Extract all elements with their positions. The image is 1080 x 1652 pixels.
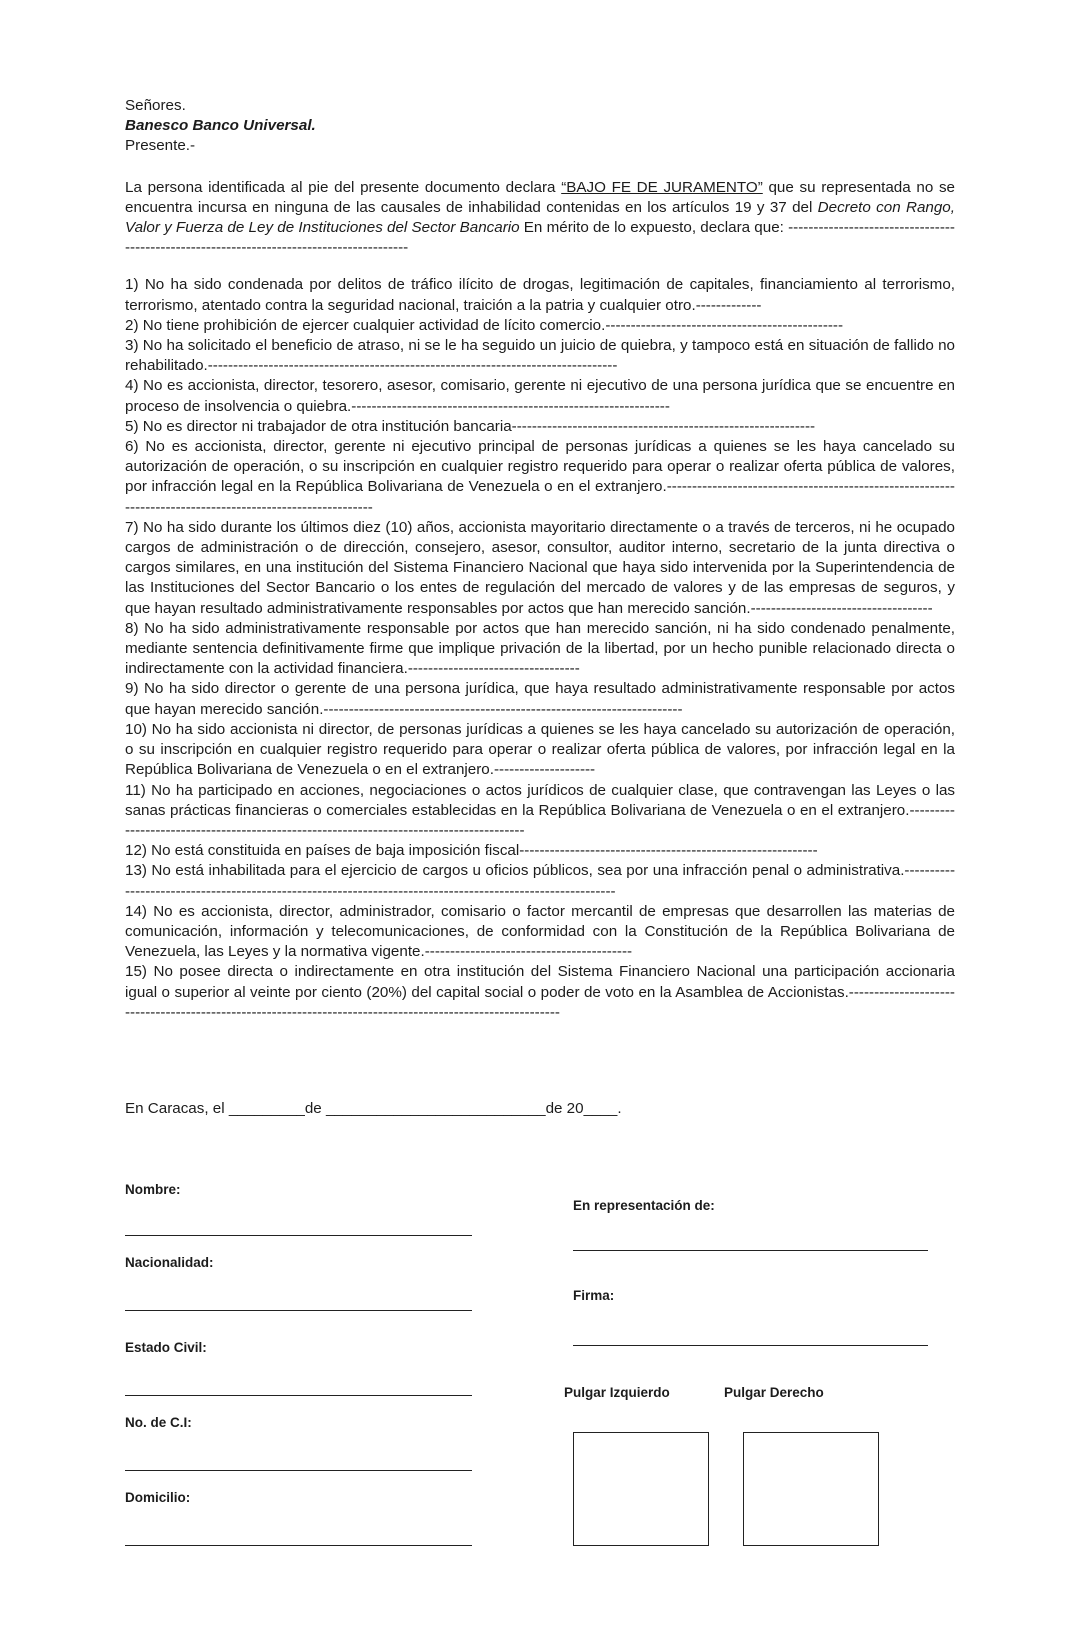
declaration-item-10: 10) No ha sido accionista ni director, de personas jurídicas a quienes se les haya cancelado su autorización de operación, o su inscripción en cualquier registro requerido para operar o realizar oferta pública de valores, por infracción legal en la República Bolivariana de Venezuela o en el extranjero.-------------------- <box>125 720 955 779</box>
intro-before-oath: La persona identificada al pie del presente documento declara <box>125 178 562 196</box>
place-date-line: En Caracas, el _________de __________________________de 20____. <box>125 1100 622 1117</box>
cedula-label: No. de C.I: <box>125 1415 192 1430</box>
representacion-line[interactable] <box>573 1250 928 1251</box>
firma-label: Firma: <box>573 1288 615 1303</box>
representacion-label: En representación de: <box>573 1198 715 1213</box>
bank-name: Banesco Banco Universal. <box>125 117 316 135</box>
declaration-item-3: 3) No ha solicitado el beneficio de atraso, ni se le ha seguido un juicio de quiebra, y tampoco está en situación de fallido no rehabilitado.--------------------------------------------------------------------------------- <box>125 337 955 375</box>
oath-text: “BAJO FE DE JURAMENTO” <box>561 178 763 196</box>
declaration-item-4: 4) No es accionista, director, tesorero, asesor, comisario, gerente ni ejecutivo de una persona jurídica que se encuentre en proceso de insolvencia o quiebra.--------------------------------------------------------------- <box>125 377 955 415</box>
declaration-body <box>125 96 955 1023</box>
declaration-item-14: 14) No es accionista, director, administrador, comisario o factor mercantil de empresas que desarrollen las materias de comunicación, información y telecomunicaciones, de conformidad con la Constitución de la República Bolivariana de Venezuela, las Leyes y la normativa vigente.----------------------------------------- <box>125 902 955 961</box>
cedula-line[interactable] <box>125 1470 472 1471</box>
domicilio-line[interactable] <box>125 1545 472 1546</box>
domicilio-label: Domicilio: <box>125 1490 191 1505</box>
declaration-item-1: 1) No ha sido condenada por delitos de tráfico ilícito de drogas, legitimación de capitales, financiamiento al terrorismo, terrorismo, atentado contra la seguridad nacional, traición a la patria y cualquier otro.------------- <box>125 276 955 314</box>
intro-after-oath: que su representada no se encuentra incursa en ninguna de las causales de inhabilidad contenidas en los artículos 19 y 37 del <box>125 178 955 216</box>
declaration-list <box>125 275 955 1023</box>
nacionalidad-label: Nacionalidad: <box>125 1255 214 1270</box>
nombre-line[interactable] <box>125 1235 472 1236</box>
pulgar-derecho-label: Pulgar Derecho <box>724 1385 824 1400</box>
declaration-item-6: 6) No es accionista, director, gerente ni ejecutivo principal de personas jurídicas a quienes se les haya cancelado su autorización de operación, o su inscripción en cualquier registro requerido para operar o realizar oferta pública de valores, por infracción legal en la República Bolivariana de Venezuela o en el extranjero.---------------------------------------------------------------------------------------------------------- <box>125 438 955 516</box>
firma-line[interactable] <box>573 1345 928 1346</box>
declaration-item-15: 15) No posee directa o indirectamente en otra institución del Sistema Financiero Nacional una participación accionaria igual o superior al veinte por ciento (20%) del capital social o poder de voto en la Asamblea de Accionistas.----------------------------------------------------------------------------------------------------------- <box>125 963 955 1021</box>
intro-paragraph <box>125 178 955 259</box>
presente-line: Presente.- <box>125 137 196 155</box>
declaration-item-12: 12) No está constituida en países de baja imposición fiscal----------------------------------------------------------- <box>125 842 818 860</box>
nacionalidad-line[interactable] <box>125 1310 472 1311</box>
salutation: Señores. <box>125 97 186 114</box>
declaration-item-5: 5) No es director ni trabajador de otra institución bancaria------------------------------------------------------------ <box>125 417 816 435</box>
right-thumbprint-box[interactable] <box>743 1432 879 1546</box>
estado-civil-label: Estado Civil: <box>125 1340 207 1355</box>
declaration-item-13: 13) No está inhabilitada para el ejercicio de cargos u oficios públicos, sea por una infracción penal o administrativa.----------------------------------------------------------------------------------------------------------- <box>125 862 955 900</box>
declaration-item-7: 7) No ha sido durante los últimos diez (10) años, accionista mayoritario directamente o a través de terceros, ni he ocupado cargos de administración o de dirección, consejero, asesor, consultor, auditor interno, secretario de la junta directiva o cargos similares, en una institución del Sistema Financiero Nacional que haya sido intervenida por la Superintendencia de las Instituciones del Sector Bancario o los entes de regulación del mercado de valores y de las empresas de seguros, y que hayan resultado administrativamente responsables por actos que han merecido sanción.------------------------------------ <box>125 518 955 617</box>
law-title: Decreto con Rango, Valor y Fuerza de Ley de Instituciones del Sector Bancario <box>125 198 955 237</box>
declaration-item-8: 8) No ha sido administrativamente responsable por actos que han merecido sanción, ni ha sido condenado penalmente, mediante sentencia definitivamente firme que implique privación de la libertad, por un hecho punible relacionado directa o indirectamente con la actividad financiera.---------------------------------- <box>125 619 955 678</box>
intro-closing: En mérito de lo expuesto, declara que: ----------------------------------------------------------------------------------------- <box>125 219 955 257</box>
declaration-item-2: 2) No tiene prohibición de ejercer cualquier actividad de lícito comercio.----------------------------------------------- <box>125 316 844 334</box>
declaration-item-9: 9) No ha sido director o gerente de una persona jurídica, que haya resultado administrativamente responsable por actos que hayan merecido sanción.----------------------------------------------------------------------- <box>125 680 955 718</box>
declaration-item-11: 11) No ha participado en acciones, negociaciones o actos jurídicos de cualquier clase, que contravengan las Leyes o las sanas prácticas financieras o comerciales establecidas en la República Bolivariana de Venezuela o en el extranjero.---------------------------------------------------------------------------------------- <box>125 781 955 839</box>
pulgar-izquierdo-label: Pulgar Izquierdo <box>564 1385 670 1400</box>
estado-civil-line[interactable] <box>125 1395 472 1396</box>
left-thumbprint-box[interactable] <box>573 1432 709 1546</box>
nombre-label: Nombre: <box>125 1182 181 1197</box>
